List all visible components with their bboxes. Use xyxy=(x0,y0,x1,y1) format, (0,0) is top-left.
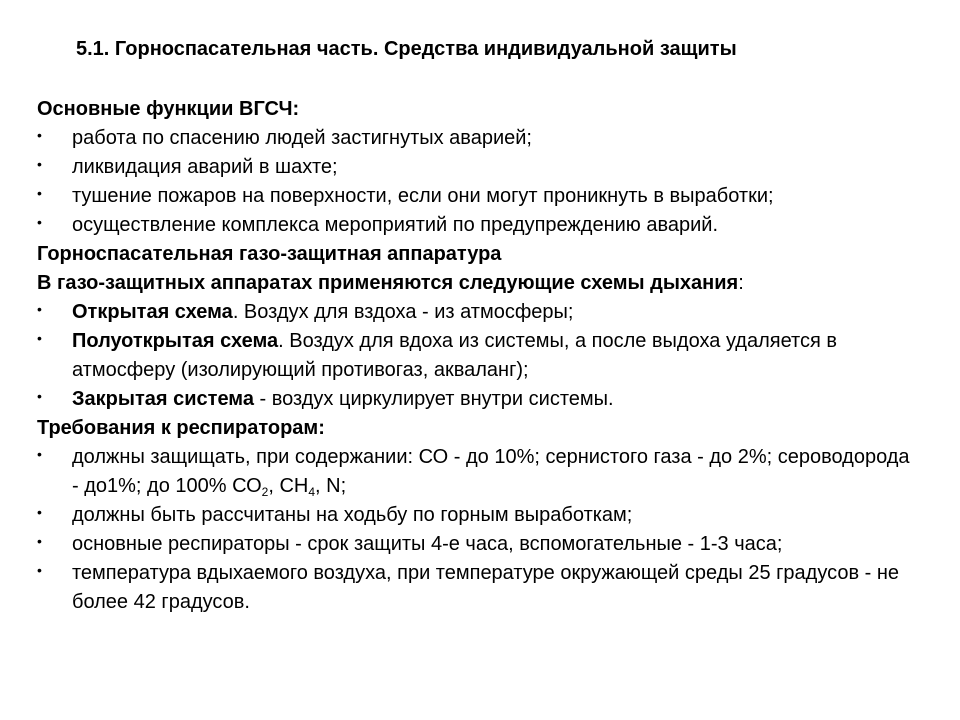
list-item xyxy=(37,559,917,617)
bullet-icon: • xyxy=(37,562,42,578)
list-item xyxy=(37,530,917,559)
bullet-icon: • xyxy=(37,156,42,172)
slide-title: 5.1. Горноспасательная часть. Средства индивидуальной защиты xyxy=(76,38,737,60)
bullet-icon: • xyxy=(37,504,42,520)
list-item-term: Закрытая система xyxy=(72,388,254,410)
subscript: 4 xyxy=(308,485,316,499)
subheading-text: В газо-защитных аппаратах применяются следующие схемы дыхания xyxy=(37,272,739,294)
bullet-icon: • xyxy=(37,127,42,143)
list-item-text: , N; xyxy=(315,475,347,497)
list-item-text: должны быть рассчитаны на ходьбу по горным выработкам; xyxy=(72,504,633,526)
list-item-term: Открытая схема xyxy=(72,301,233,323)
list-item-text: . Воздух для вздоха - из атмосферы; xyxy=(232,301,574,323)
list-item xyxy=(37,182,917,211)
subheading-colon: : xyxy=(738,272,744,294)
list-item-text: - воздух циркулирует внутри системы. xyxy=(253,388,614,410)
list-item-text: ликвидация аварий в шахте; xyxy=(72,156,338,178)
slide-content xyxy=(37,95,917,617)
list-item xyxy=(37,501,917,530)
list-item-text: , СН xyxy=(268,475,309,497)
bullet-icon: • xyxy=(37,301,42,317)
list-item-text: . Воздух для вдоха из системы, а после выдоха удаляется в атмосферу (изолирующий противогаз, акваланг); xyxy=(72,330,837,381)
bullet-icon: • xyxy=(37,388,42,404)
bullet-icon: • xyxy=(37,214,42,230)
list-item-text: должны защищать, при содержании: СО - до 10%; сернистого газа - до 2%; сероводорода - до1%; до 100% СО xyxy=(72,446,910,497)
bullet-icon: • xyxy=(37,533,42,549)
list-item-text: тушение пожаров на поверхности, если они могут проникнуть в выработки; xyxy=(72,185,774,207)
list-item xyxy=(37,327,917,385)
list-item-text: осуществление комплекса мероприятий по предупреждению аварий. xyxy=(72,214,719,236)
list-item xyxy=(37,211,917,240)
list-item xyxy=(37,298,917,327)
list-item-text: основные респираторы - срок защиты 4-е часа, вспомогательные - 1-3 часа; xyxy=(72,533,783,555)
list-item-text: работа по спасению людей застигнутых аварией; xyxy=(72,127,532,149)
list-item-term: Полуоткрытая схема xyxy=(72,330,279,352)
section-subheading-breathing xyxy=(37,269,917,298)
section-heading-functions: Основные функции ВГСЧ: xyxy=(37,98,300,120)
list-item xyxy=(37,153,917,182)
list-item xyxy=(37,385,917,414)
subscript: 2 xyxy=(261,485,269,499)
list-item-text: температура вдыхаемого воздуха, при температуре окружающей среды 25 градусов - не более 42 градусов. xyxy=(72,562,900,613)
section-heading-requirements: Требования к респираторам: xyxy=(37,417,325,439)
bullet-icon: • xyxy=(37,330,42,346)
bullet-icon: • xyxy=(37,446,42,462)
section-heading-apparatus: Горноспасательная газо-защитная аппаратура xyxy=(37,243,502,265)
bullet-icon: • xyxy=(37,185,42,201)
list-item xyxy=(37,443,917,501)
list-item xyxy=(37,124,917,153)
